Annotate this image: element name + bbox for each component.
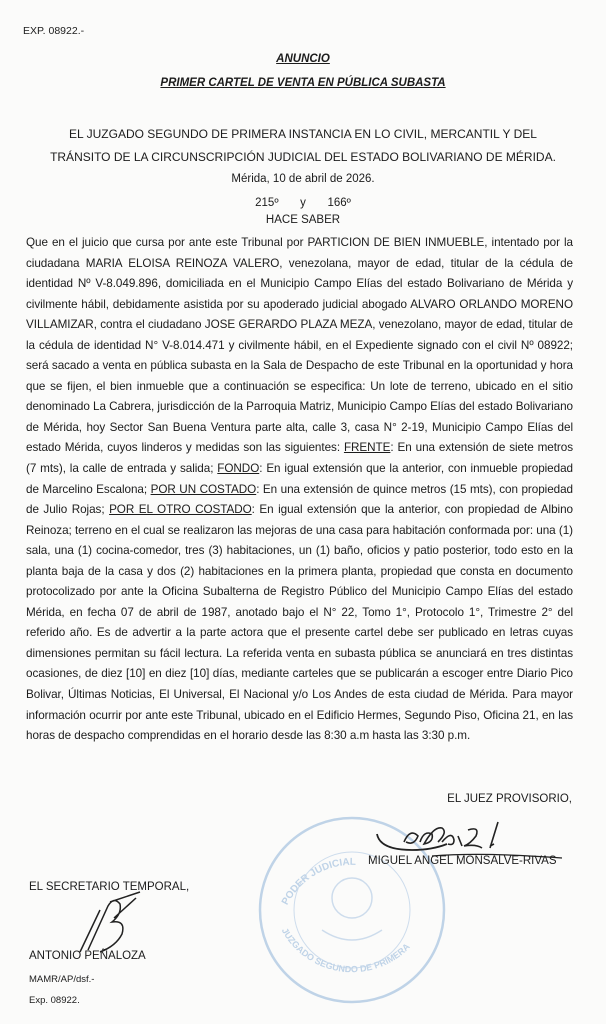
document-date: Mérida, 10 de abril de 2026. <box>231 173 375 185</box>
judge-name: MIGUEL ANGEL MONSALVE-RIVAS <box>368 855 557 867</box>
document-title: ANUNCIO <box>276 53 330 65</box>
frente-label: FRENTE <box>343 441 391 455</box>
expediente-reference-footer: Exp. 08922. <box>29 995 80 1006</box>
secretary-name: ANTONIO PEÑALOZA <box>29 950 146 962</box>
hace-saber-heading: HACE SABER <box>265 214 341 226</box>
body-part-1: Que en el juicio que cursa por ante este Tribunal por PARTICION DE BIEN INMUEBLE, intentado por la ciudadana MARIA ELOISA REINOZA VALERO, venezolana, mayor de edad, titular de la cédula de identidad Nº V-8.049.896, domiciliada en el Municipio Campo Elías del estado Bolivariano de Mérida y civilmente hábil, debidamente asistida por su apoderado judicial abogado ALVARO ORLANDO MORENO VILLAMIZAR, contra el ciudadano JOSE GERARDO PLAZA MEZA, venezolano, mayor de edad, titular de la cédula de identidad N° V-8.014.471 y civilmente hábil, en el Expediente signado con el civil Nº 08922; será sacado a venta en pública subasta en la Sala de Despacho de este Tribunal en la oportunidad y hora que se fijen, el bien inmueble que a continuación se especifica: Un lote de terreno, ubicado en el sitio denominado La Cabrera, jurisdicción de la Parroquia Matriz, Municipio Campo Elías del estado Bolivariano de Mérida, hoy Sector San Buena Ventura parte alta, calle 3, casa N° 2-19, Municipio Campo Elías del estado Mérida, cuyos linderos y medidas son las siguientes: <box>26 236 574 455</box>
announcement-body <box>26 233 573 747</box>
costado-1-label: POR UN COSTADO <box>150 482 257 496</box>
typist-initials: MAMR/AP/dsf.- <box>29 974 95 985</box>
document-subtitle: PRIMER CARTEL DE VENTA EN PÚBLICA SUBASTA <box>160 77 446 89</box>
svg-text:PODER JUDICIAL: PODER JUDICIAL <box>280 856 357 907</box>
court-name-line-2: TRÁNSITO DE LA CIRCUNSCRIPCIÓN JUDICIAL DEL ESTADO BOLIVARIANO DE MÉRIDA. <box>50 150 556 164</box>
secretary-title: EL SECRETARIO TEMPORAL, <box>29 881 190 893</box>
years-line: 215º y 166º <box>255 197 351 209</box>
court-name-line-1: EL JUZGADO SEGUNDO DE PRIMERA INSTANCIA EN LO CIVIL, MERCANTIL Y DEL <box>69 127 537 141</box>
fondo-text: : En igual extensión que la anterior, con inmueble propiedad de Marcelino Escalona; <box>26 462 573 496</box>
expediente-reference: EXP. 08922.- <box>23 25 85 37</box>
svg-text:JUZGADO SEGUNDO DE PRIMERA: JUZGADO SEGUNDO DE PRIMERA <box>279 926 412 975</box>
costado-2-label: POR EL OTRO COSTADO <box>109 503 252 517</box>
fondo-label: FONDO <box>217 462 260 476</box>
costado-2-text: : En igual extensión que la anterior, con propiedad de Albino Reinoza; terreno en el cual se realizaron las mejoras de una casa para habitación conformada por: una (1) sala, una (1) cocina-comedor, tres (3) habitaciones, un (1) baño, oficios y patio posterior, todo esto en la planta baja de la casa y dos (2) habitaciones en la primera planta, propiedad que consta en documento protocolizado por ante la Oficina Subalterna de Registro Público del Municipio Campo Elías del estado Mérida, en fecha 07 de abril de 1987, anotado bajo el N° 22, Tomo 1°, Protocolo 1°, Trimestre 2° del referido año. Es de advertir a la parte actora que el presente cartel debe ser publicado en letras cuyas dimensiones permitan su fácil lectura. La referida venta en subasta pública se anunciará en tres distintas ocasiones, de diez [10] en diez [10] días, mediante carteles que se publicarán a escoger entre Diario Pico Bolivar, Últimas Noticias, El Universal, El Nacional y/o Los Andes de esta ciudad de Mérida. Para mayor información ocurrir por ante este Tribunal, ubicado en el Edificio Hermes, Segundo Piso, Oficina 21, en las horas de despacho comprendidas en el horario desde las 8:30 a.m hasta las 3:30 p.m. <box>26 503 573 743</box>
costado-1-text: : En una extensión de quince metros (15 mts), con propiedad de Julio Rojas; <box>26 482 573 517</box>
frente-text: : En una extensión de siete metros (7 mts), la calle de entrada y salida; <box>26 441 573 476</box>
judge-title: EL JUEZ PROVISORIO, <box>447 793 572 805</box>
